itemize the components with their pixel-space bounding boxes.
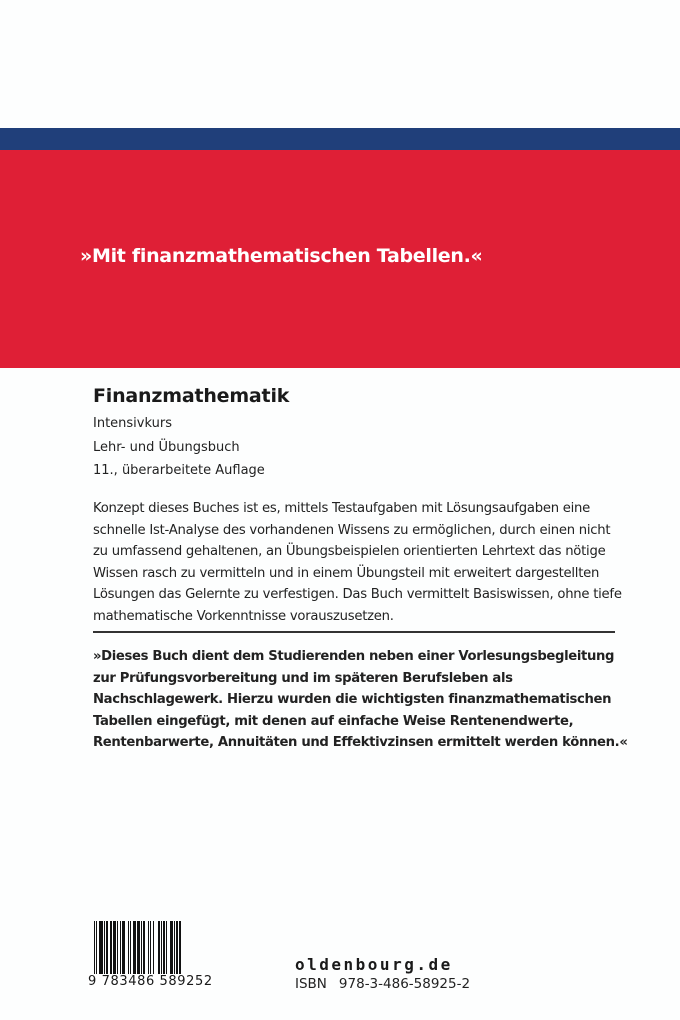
subtitle-course: Intensivkurs: [93, 416, 172, 431]
isbn-label: ISBN: [295, 976, 327, 992]
isbn-value: 978-3-486-58925-2: [338, 976, 471, 992]
blue-band: [0, 128, 680, 150]
barcode-digits: 9 783486 589252: [88, 974, 213, 989]
quote: »Dieses Buch dient dem Studierenden neben einer Vorlesungsbegleitung zur Prüfungsvorbereitung und im späteren Berufsleben als Nachschlagewerk. Hierzu wurden die wichtigsten finanzmathematischen Tabellen eingefügt, mit denen auf einfache Weise Rentenendwerte, Rentenbarwerte, Annuitäten und Effektivzinsen ermittelt werden können.«: [93, 649, 628, 750]
barcode-bars: [94, 921, 222, 979]
description: Konzept dieses Buches ist es, mittels Testaufgaben mit Lösungsaufgaben eine schnelle Ist-Analyse des vorhandenen Wissens zu ermöglichen, durch einen nicht zu umfassend gehaltenen, an Übungsbeispielen orientierten Lehrtext das nötige Wissen rasch zu vermitteln und in einem Übungsteil mit erweitert dargestellten Lösungen das Gelernte zu verfestigen. Das Buch vermittelt Basiswissen, ohne tiefe mathematische Vorkenntnisse vorauszusetzen.: [93, 501, 622, 624]
subtitle-type: Lehr- und Übungsbuch: [93, 440, 240, 455]
book-title: Finanzmathematik: [93, 385, 290, 407]
isbn: [295, 976, 470, 992]
tagline: »Mit finanzmathematischen Tabellen.«: [80, 245, 483, 267]
barcode: [88, 921, 228, 993]
publisher-url: oldenbourg.de: [295, 955, 453, 974]
subtitle-edition: 11., überarbeitete Auflage: [93, 463, 265, 478]
divider: [93, 631, 615, 633]
